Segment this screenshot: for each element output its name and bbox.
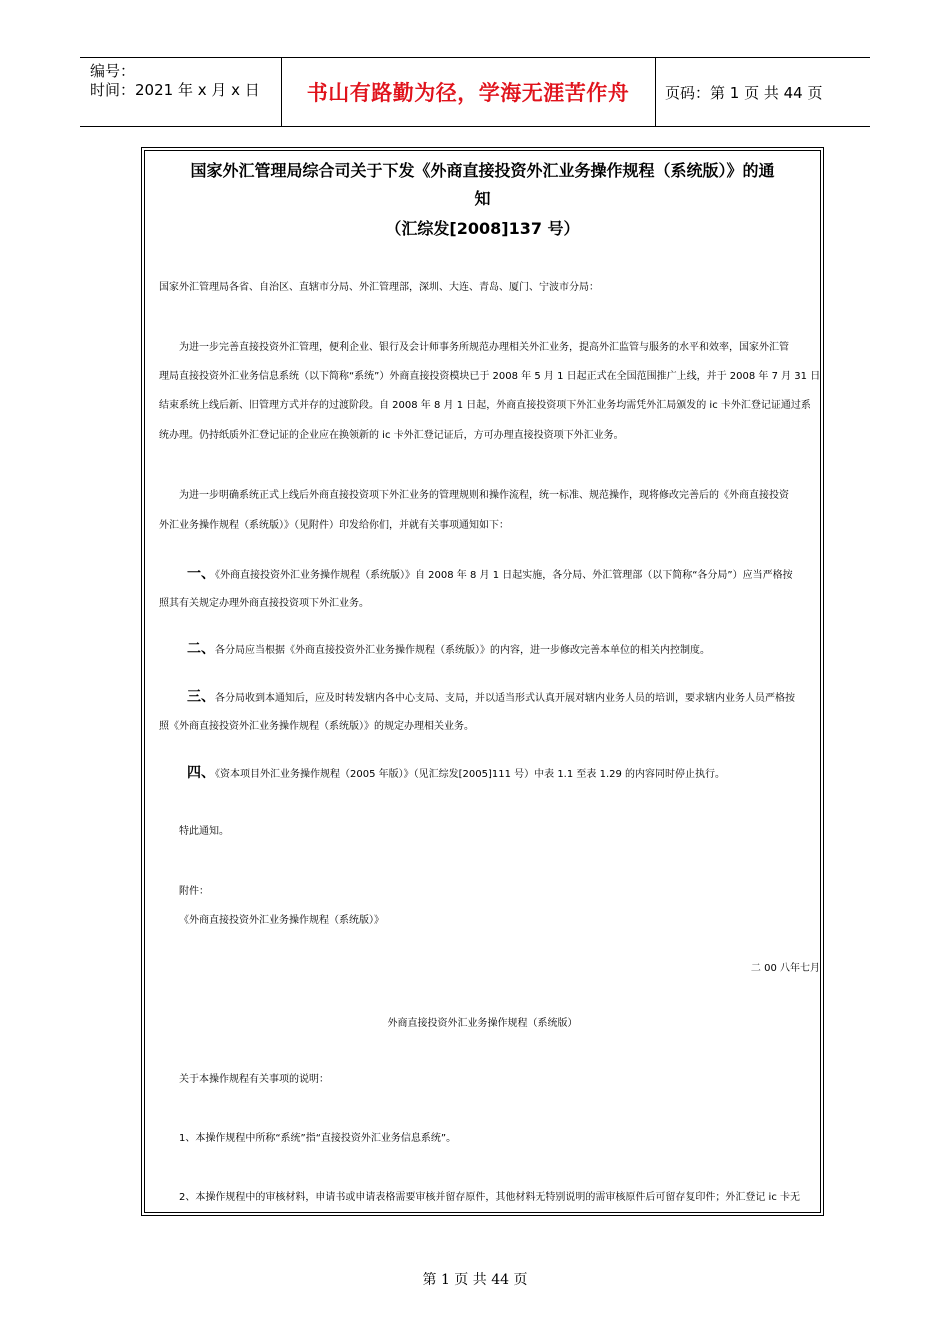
item1-number: 一、 [187,566,215,582]
item3-number: 三、 [187,689,215,705]
page-header [80,57,870,127]
item4-text: 《资本项目外汇业务操作规程（2005 年版）》（见汇综发[2005]111 号）中表 1.1 至表 1.29 的内容同时停止执行。 [215,769,726,780]
page-footer: 第 1 页 共 44 页 [422,1272,528,1288]
sub-title: 外商直接投资外汇业务操作规程（系统版） [387,1018,578,1029]
number-label: 编号： [90,62,136,80]
item1-line [187,564,821,586]
issue-date: 二 00 八年七月 [750,963,820,974]
item2-line [187,639,821,661]
document-frame [144,150,821,1213]
closing: 特此通知。 [179,826,229,837]
header-meta [90,62,260,100]
para1-line: 为进一步完善直接投资外汇管理，便利企业、银行及会计师事务所规范办理相关外汇业务，提高外汇监管与服务的水平和效率，国家外汇管 [179,342,789,353]
para1-line: 理局直接投资外汇业务信息系统（以下简称“系统”）外商直接投资模块已于 2008 年 5 月 1 日起正式在全国范围推广上线，并于 2008 年 7 月 31 日 [159,371,821,382]
notes-intro: 关于本操作规程有关事项的说明： [179,1074,329,1085]
para1-line: 统办理。仍持纸质外汇登记证的企业应在换领新的 ic 卡外汇登记证后，方可办理直接投资项下外汇业务。 [159,430,624,441]
attachment-name: 《外商直接投资外汇业务操作规程（系统版）》 [179,915,384,926]
motto: 书山有路勤为径，学海无涯苦作舟 [306,81,630,105]
item4-number: 四、 [187,765,215,781]
item3-text: 各分局收到本通知后，应及时转发辖内各中心支局、支局，并以适当形式认真开展对辖内业务人员的培训，要求辖内业务人员严格按 [215,693,795,704]
note-2: 2、本操作规程中的审核材料，申请书或申请表格需要审核并留存原件，其他材料无特别说明的需审核原件后可留存复印件；外汇登记 ic 卡无 [179,1192,800,1203]
attachment-label: 附件： [179,886,209,897]
doc-title-line1: 国家外汇管理局综合司关于下发《外商直接投资外汇业务操作规程（系统版）》的通 [190,161,775,180]
doc-title-line2: 知 [474,189,491,208]
item2-text: 各分局应当根据《外商直接投资外汇业务操作规程（系统版）》的内容，进一步修改完善本单位的相关内控制度。 [215,645,710,656]
page-info: 页码：第 1 页 共 44 页 [665,83,823,102]
header-divider [655,58,656,126]
para1-line: 结束系统上线后新、旧管理方式并存的过渡阶段。自 2008 年 8 月 1 日起，外商直接投资项下外汇业务均需凭外汇局颁发的 ic 卡外汇登记证通过系 [159,400,811,411]
para2-line: 为进一步明确系统正式上线后外商直接投资项下外汇业务的管理规则和操作流程，统一标准、规范操作，现将修改完善后的《外商直接投资 [179,490,789,501]
time-label: 时间：2021 年 x 月 x 日 [90,81,260,99]
item3-line: 照《外商直接投资外汇业务操作规程（系统版）》的规定办理相关业务。 [159,721,474,732]
item2-number: 二、 [187,641,215,657]
item1-text: 《外商直接投资外汇业务操作规程（系统版）》自 2008 年 8 月 1 日起实施，各分局、外汇管理部（以下简称“各分局”）应当严格按 [215,570,793,581]
item3-line [187,687,821,709]
item4-line [187,763,821,785]
doc-number: （汇综发[2008]137 号） [385,219,580,238]
para2-line: 外汇业务操作规程（系统版）》（见附件）印发给你们，并就有关事项通知如下： [159,520,509,531]
item1-line: 照其有关规定办理外商直接投资项下外汇业务。 [159,598,369,609]
addressee: 国家外汇管理局各省、自治区、直辖市分局、外汇管理部，深圳、大连、青岛、厦门、宁波市分局： [159,282,599,293]
note-1: 1、本操作规程中所称“系统”指“直接投资外汇业务信息系统”。 [179,1133,457,1144]
